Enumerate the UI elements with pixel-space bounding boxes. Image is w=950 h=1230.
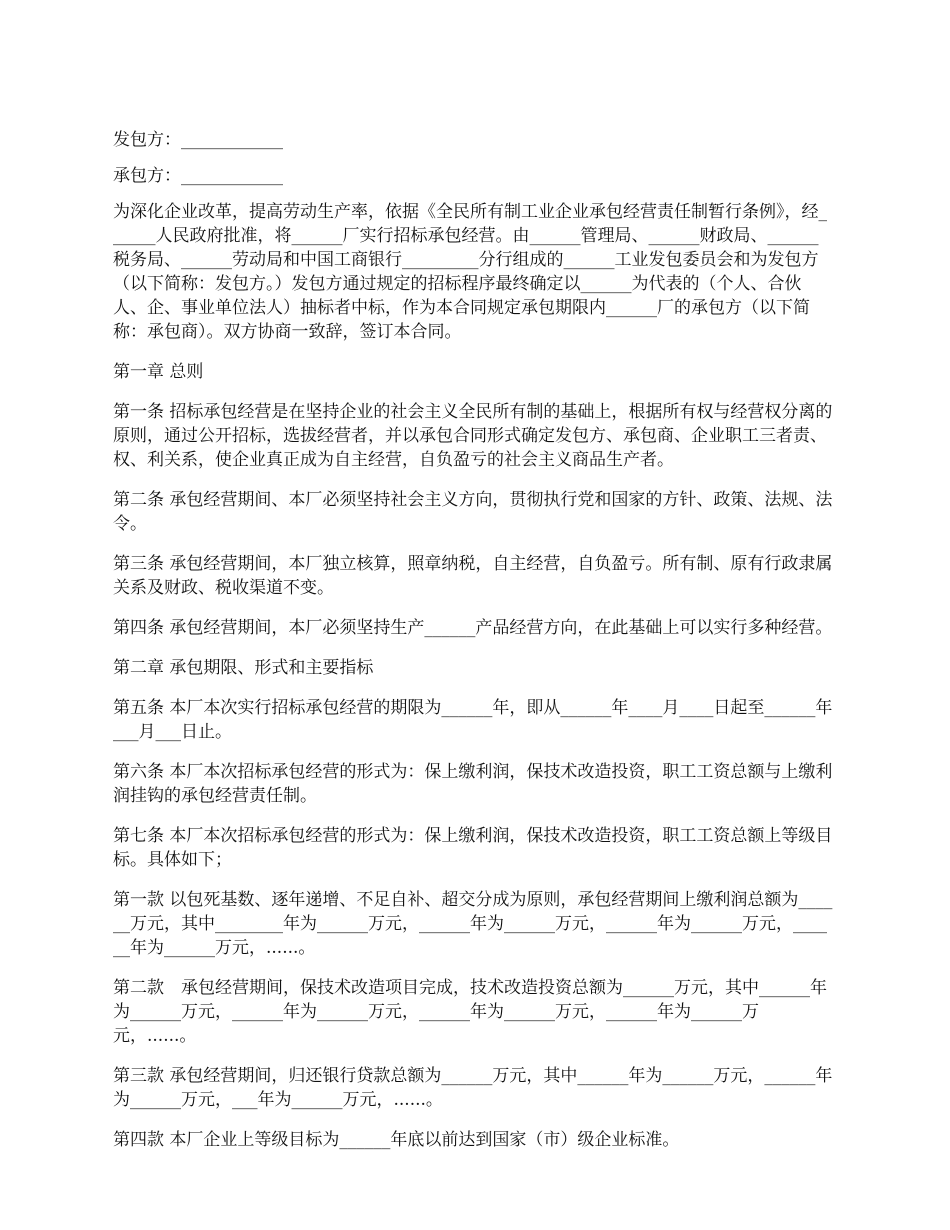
article-3: 第三条 承包经营期间，本厂独立核算，照章纳税，自主经营，自负盈亏。所有制、原有行政隶属关系及财政、税收渠道不变。 <box>113 554 833 598</box>
employer-line: 发包方：____________ <box>113 130 283 150</box>
article-4: 第四条 承包经营期间，本厂必须坚持生产______产品经营方向，在此基础上可以实行多种经营。 <box>113 618 833 638</box>
article-2: 第二条 承包经营期间、本厂必须坚持社会主义方向，贯彻执行党和国家的方针、政策、法规、法令。 <box>113 490 833 534</box>
document-body <box>113 128 833 1168</box>
article-7: 第七条 本厂本次招标承包经营的形式为：保上缴利润，保技术改造投资，职工工资总额上等级目标。具体如下； <box>113 826 833 870</box>
article-1: 第一条 招标承包经营是在坚持企业的社会主义全民所有制的基础上，根据所有权与经营权分离的原则，通过公开招标，选拔经营者，并以承包合同形式确定发包方、承包商、企业职工三者责、权、利关系，使企业真正成为自主经营，自负盈亏的社会主义商品生产者。 <box>113 402 833 470</box>
chapter-2-heading: 第二章 承包期限、形式和主要指标 <box>113 658 374 678</box>
article-6: 第六条 本厂本次招标承包经营的形式为：保上缴利润，保技术改造投资，职工工资总额与上缴利润挂钩的承包经营责任制。 <box>113 762 833 806</box>
clause-1: 第一款 以包死基数、逐年递增、不足自补、超交分成为原则，承包经营期间上缴利润总额为______万元，其中________年为______万元，______年为______万元，______年为______万元，______年为______万元，......。 <box>113 890 833 958</box>
chapter-1-heading: 第一章 总则 <box>113 362 204 382</box>
clause-3: 第三款 承包经营期间，归还银行贷款总额为______万元，其中______年为______万元，______年为______万元，___年为______万元，......。 <box>113 1066 833 1110</box>
clause-2: 第二款 承包经营期间，保技术改造项目完成，技术改造投资总额为______万元，其中______年为______万元，______年为______万元，______年为______万元，______年为______万元，......。 <box>113 978 827 1046</box>
article-5: 第五条 本厂本次实行招标承包经营的期限为______年，即从______年____月____日起至______年___月___日止。 <box>113 698 833 742</box>
preamble-paragraph: 为深化企业改革，提高劳动生产率，依据《全民所有制工业企业承包经营责任制暂行条例》，经______人民政府批准，将______厂实行招标承包经营。由______管理局、______财政局、______税务局、______劳动局和中国工商银行_________分行组成的______工业发包委员会和为发包方（以下简称：发包方。）发包方通过规定的招标程序最终确定以______为代表的（个人、合伙人、企、事业单位法人）抽标者中标，作为本合同规定承包期限内______厂的承包方（以下简称：承包商）。双方协商一致辞，签订本合同。 <box>113 202 827 342</box>
clause-4: 第四款 本厂企业上等级目标为______年底以前达到国家（市）级企业标准。 <box>113 1130 680 1150</box>
contractor-line: 承包方：____________ <box>113 166 283 186</box>
